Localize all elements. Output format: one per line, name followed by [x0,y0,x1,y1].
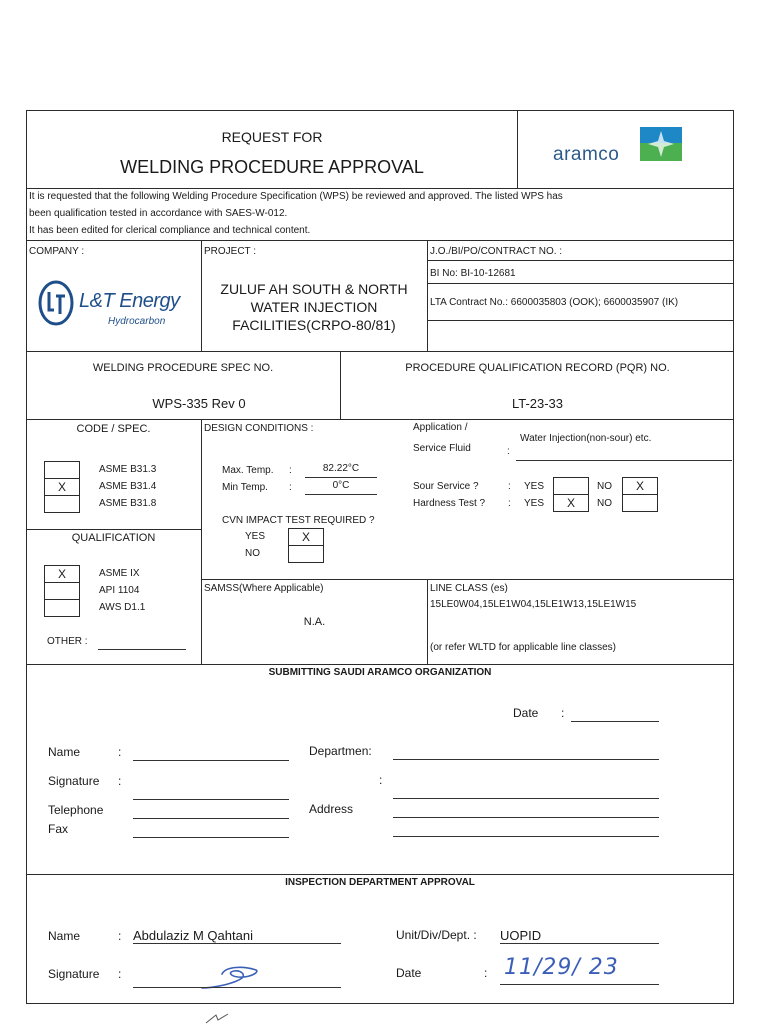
submit-address-line2[interactable] [393,836,659,837]
qual-checkbox-aws-d1[interactable] [44,599,80,617]
divider [26,874,734,875]
divider [26,664,734,665]
qual-checkbox-asme-ix[interactable]: X [44,565,80,583]
cvn-yes-checkbox[interactable]: X [288,528,324,546]
divider [410,419,411,420]
inspection-date-label: Date [396,966,422,980]
cvn-no-checkbox[interactable] [288,545,324,563]
inspection-name-label: Name [48,929,81,943]
inspection-signature-label: Signature [48,967,100,981]
inspection-date-value: 11/29/ 23 [504,955,619,980]
divider [26,529,201,530]
aramco-logo-text: aramco [553,144,620,165]
project-line2: WATER INJECTION [250,299,378,315]
service-fluid-value: Water Injection(non-sour) etc. [520,433,652,444]
intro-line3: It has been edited for clerical compliance and technical content. [29,225,311,236]
inspection-heading: INSPECTION DEPARTMENT APPROVAL [285,877,475,888]
min-temp-value: 0°C [332,480,350,491]
line-class-label: LINE CLASS (es) [430,583,508,594]
colon: : [379,773,383,787]
divider [427,579,428,665]
code-label-b31-8: ASME B31.8 [99,498,157,509]
divider [428,283,734,284]
qual-label-asme-ix: ASME IX [99,568,140,579]
wps-label: WELDING PROCEDURE SPEC NO. [92,362,274,374]
other-label: OTHER : [47,636,88,647]
submit-department-field[interactable] [393,759,659,760]
inspection-signature-field[interactable] [133,987,341,988]
code-spec-label: CODE / SPEC. [76,423,151,435]
divider [26,351,734,352]
inspection-unit-label: Unit/Div/Dept. : [396,928,477,942]
line-class-value: 15LE0W04,15LE1W04,15LE1W13,15LE1W15 [430,599,637,610]
colon: : [289,465,292,476]
submitting-heading: SUBMITTING SAUDI ARAMCO ORGANIZATION [268,667,492,678]
intro-line2: been qualification tested in accordance with SAES-W-012. [29,208,288,219]
colon: : [118,745,122,759]
application-label: Application / [413,422,468,433]
min-temp-label: Min Temp. [222,482,268,493]
colon: : [508,481,511,492]
colon: : [507,446,510,457]
service-fluid-underline [516,460,732,461]
submit-address-field[interactable] [393,817,659,818]
inspection-name-value: Abdulaziz M Qahtani [133,928,253,943]
project-line1: ZULUF AH SOUTH & NORTH [220,281,408,297]
qualification-label: QUALIFICATION [71,532,156,544]
divider [428,260,734,261]
min-temp-underline [305,494,377,495]
form-frame [26,110,734,1004]
divider [427,240,428,352]
colon: : [118,967,122,981]
submit-fax-label: Fax [48,822,69,836]
inspection-name-field[interactable] [133,943,341,944]
design-conditions-label: DESIGN CONDITIONS : [204,423,314,434]
samss-value: N.A. [303,616,326,628]
colon: : [508,498,511,509]
ink-mark-icon [204,1012,234,1024]
submit-address-label: Address [309,802,354,816]
cvn-no-label: NO [245,548,260,559]
divider [428,320,734,321]
divider [26,240,734,241]
hard-no-label: NO [597,498,612,509]
inspection-date-field[interactable] [500,984,659,985]
divider [26,419,734,420]
page-title: WELDING PROCEDURE APPROVAL [120,157,424,177]
qual-checkbox-api-1104[interactable] [44,582,80,600]
submit-telephone-field[interactable] [133,818,289,819]
submit-telephone-label: Telephone [48,803,104,817]
project-label: PROJECT : [204,246,257,257]
max-temp-value: 82.22°C [322,463,360,474]
hard-no-checkbox[interactable] [622,494,658,512]
sour-yes-label: YES [524,481,545,492]
hard-yes-label: YES [524,498,545,509]
code-checkbox-b31-8[interactable] [44,495,80,513]
sour-yes-checkbox[interactable] [553,477,589,495]
max-temp-label: Max. Temp. [222,465,274,476]
pqr-label: PROCEDURE QUALIFICATION RECORD (PQR) NO. [405,362,670,374]
colon: : [289,482,292,493]
samss-label: SAMSS(Where Applicable) [204,583,324,594]
submit-dept-line2[interactable] [393,798,659,799]
aramco-star-icon [640,127,682,161]
company-label: COMPANY : [29,246,85,257]
colon: : [561,706,565,720]
title-line1: REQUEST FOR [221,129,323,145]
max-temp-underline [305,477,377,478]
intro-line1: It is requested that the following Welding Procedure Specification (WPS) be reviewed and approved. The listed WPS has [29,191,563,202]
inspection-unit-value: UOPID [500,928,542,943]
colon: : [484,966,488,980]
cvn-yes-label: YES [245,531,266,542]
hardness-test-label: Hardness Test ? [413,498,486,509]
submit-signature-label: Signature [48,774,100,788]
contract-label: J.O./BI/PO/CONTRACT NO. : [430,246,563,257]
colon: : [118,774,122,788]
submit-date-field[interactable] [571,721,659,722]
inspection-unit-field[interactable] [500,943,659,944]
lt-logo-icon [38,280,74,326]
submit-signature-field[interactable] [133,799,289,800]
contract-lta: LTA Contract No.: 6600035803 (OOK); 6600035907 (IK) [430,297,679,308]
sour-no-label: NO [597,481,612,492]
submit-name-field[interactable] [133,760,289,761]
colon: : [118,929,122,943]
code-label-b31-4: ASME B31.4 [99,481,157,492]
lt-energy-logo: L&T Energy [79,290,180,312]
code-checkbox-b31-4[interactable]: X [44,478,80,496]
cvn-label: CVN IMPACT TEST REQUIRED ? [222,515,375,526]
other-field[interactable] [98,649,186,650]
divider [201,240,202,352]
project-line3: FACILITIES(CRPO-80/81) [232,317,396,333]
contract-bi-no: BI No: BI-10-12681 [430,268,516,279]
submit-department-label: Departmen: [309,744,372,758]
divider [201,579,734,580]
code-label-b31-3: ASME B31.3 [99,464,157,475]
sour-no-checkbox[interactable]: X [622,477,658,495]
divider [26,188,734,189]
submit-fax-field[interactable] [133,837,289,838]
submit-date-label: Date [513,706,539,720]
lt-energy-sub: Hydrocarbon [108,316,166,327]
line-class-note: (or refer WLTD for applicable line classes) [430,642,616,653]
service-fluid-label: Service Fluid [413,443,471,454]
submit-name-label: Name [48,745,81,759]
pqr-number: LT-23-33 [511,396,564,411]
hard-yes-checkbox[interactable]: X [553,494,589,512]
wps-number: WPS-335 Rev 0 [152,396,246,411]
qual-label-aws-d1: AWS D1.1 [99,602,146,613]
code-checkbox-b31-3[interactable] [44,461,80,479]
divider [517,110,518,188]
divider [201,419,202,665]
sour-service-label: Sour Service ? [413,481,479,492]
qual-label-api-1104: API 1104 [99,585,140,596]
